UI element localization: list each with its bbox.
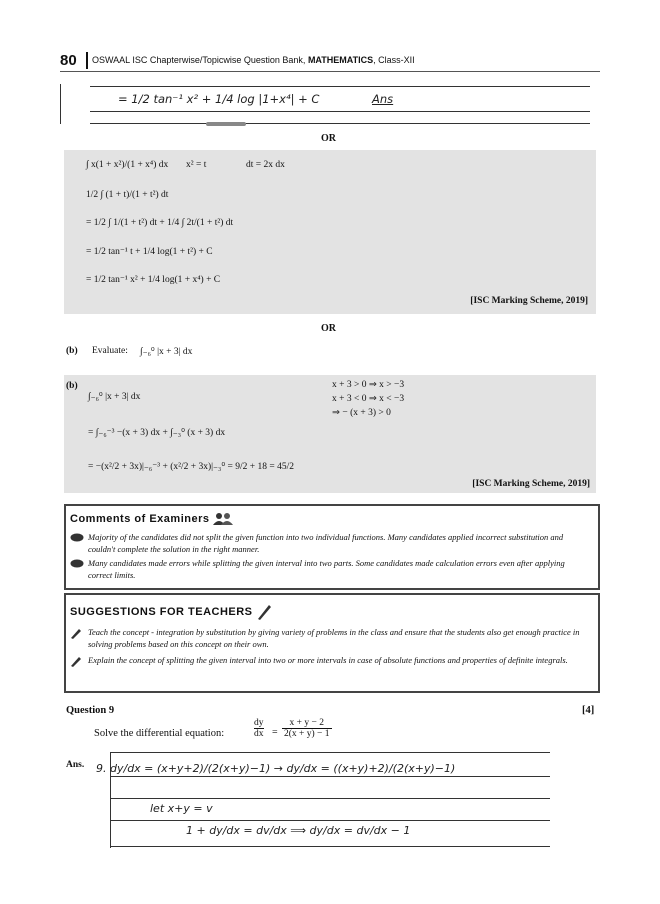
header-rule <box>60 71 600 72</box>
question-title: Question 9 <box>66 705 115 716</box>
handwritten-line: 1 + dy/dx = dv/dx ⟹ dy/dx = dv/dx − 1 <box>186 824 411 837</box>
publisher-text: OSWAAL ISC Chapterwise/Topicwise Question Bank, <box>92 55 306 65</box>
scheme2-reference: [ISC Marking Scheme, 2019] <box>472 479 590 489</box>
page-number: 80 <box>60 52 77 69</box>
scheme1-integral: ∫ x(1 + x²)/(1 + x⁴) dx <box>86 160 169 170</box>
scheme2-step: = ∫₋₆⁻³ −(x + 3) dx + ∫₋₃⁰ (x + 3) dx <box>88 428 226 438</box>
scheme2-condition: x + 3 < 0 ⇒ x < −3 <box>332 394 405 404</box>
equals-sign: = <box>272 727 278 738</box>
handwritten-ans-tag: Ans <box>372 92 394 106</box>
comments-header <box>70 512 234 526</box>
or-separator: OR <box>321 323 336 334</box>
speech-bubble-icon <box>70 533 84 543</box>
suggestion-text: Explain the concept of splitting the given interval into two or more intervals in case of absolute functions and properties of definite integrals. <box>88 655 568 665</box>
subject-text: MATHEMATICS <box>307 55 374 65</box>
equation-rhs <box>282 718 332 739</box>
pen-icon <box>70 627 82 639</box>
header-divider <box>86 52 88 69</box>
speech-bubble-icon <box>70 559 84 569</box>
question-prompt: Solve the differential equation: <box>94 728 225 739</box>
ruled-line <box>90 111 590 112</box>
scheme1-step: 1/2 ∫ (1 + t)/(1 + t²) dt <box>86 190 169 200</box>
marking-scheme-box <box>64 375 596 493</box>
comments-box <box>64 504 600 590</box>
pen-icon <box>70 655 82 667</box>
lhs-numerator: dy <box>254 718 264 728</box>
handwritten-line: let x+y = v <box>150 802 213 815</box>
scheme1-step: = 1/2 ∫ 1/(1 + t²) dt + 1/4 ∫ 2t/(1 + t²) dt <box>86 218 234 228</box>
comment-text: Many candidates made errors while splitting the given interval into two parts. Some candidates made calculation errors even after applying correct limits. <box>88 558 565 580</box>
class-text: , Class-XII <box>373 55 415 65</box>
handwritten-answer: = 1/2 tan⁻¹ x² + 1/4 log |1+x⁴| + C <box>118 92 320 106</box>
suggestions-title: SUGGESTIONS FOR TEACHERS <box>70 606 253 618</box>
question-b-integral: ∫₋₆⁰ |x + 3| dx <box>140 347 193 357</box>
question-marks: [4] <box>582 705 595 716</box>
scheme1-step: = 1/2 tan⁻¹ t + 1/4 log(1 + t²) + C <box>86 247 213 257</box>
comment-item <box>70 558 590 581</box>
rhs-numerator: x + y − 2 <box>289 718 324 728</box>
rhs-denominator: 2(x + y) − 1 <box>284 729 330 739</box>
pen-smudge <box>206 122 246 126</box>
answer-margin-line <box>60 84 61 124</box>
scheme2-step: = −(x²/2 + 3x)|₋₆⁻³ + (x²/2 + 3x)|₋₃⁰ = 9/2 + 18 = 45/2 <box>88 462 295 472</box>
scheme1-reference: [ISC Marking Scheme, 2019] <box>470 296 588 306</box>
suggestions-box <box>64 593 600 693</box>
ruled-line <box>110 776 550 777</box>
comment-item <box>70 532 590 555</box>
ruled-line <box>90 123 590 124</box>
people-icon <box>212 512 234 526</box>
scheme2-label: (b) <box>66 381 78 391</box>
lhs-denominator: dx <box>254 729 264 739</box>
scheme2-condition: ⇒ − (x + 3) > 0 <box>332 408 391 418</box>
scheme2-step: ∫₋₆⁰ |x + 3| dx <box>88 392 141 402</box>
answer-label: Ans. <box>66 760 85 770</box>
suggestion-item <box>70 655 590 667</box>
scheme1-step: = 1/2 tan⁻¹ x² + 1/4 log(1 + x⁴) + C <box>86 275 221 285</box>
scheme1-substitution: x² = t <box>186 160 207 170</box>
comments-title: Comments of Examiners <box>70 513 210 525</box>
question-b-label: (b) <box>66 346 78 356</box>
scheme2-condition: x + 3 > 0 ⇒ x > −3 <box>332 380 405 390</box>
scheme1-differential: dt = 2x dx <box>246 160 285 170</box>
comment-text: Majority of the candidates did not split the given function into two individual functions. Many candidates applied incorrect substitution and couldn't complete the solution in the right manner. <box>88 532 564 554</box>
suggestion-text: Teach the concept - integration by substitution by giving variety of problems in the class and ensure that the students also get enough practice in solving problems based on this concept on their own. <box>88 627 580 649</box>
ruled-line <box>110 798 550 799</box>
ruled-line <box>90 86 590 87</box>
suggestion-item <box>70 627 590 650</box>
ruled-line <box>110 820 550 821</box>
equation-lhs <box>254 718 264 739</box>
pencil-icon <box>256 603 272 621</box>
ruled-line <box>110 752 550 753</box>
running-header <box>92 55 415 65</box>
handwritten-line: 9. dy/dx = (x+y+2)/(2(x+y)−1) → dy/dx = ((x+y)+2)/(2(x+y)−1) <box>96 762 456 775</box>
ruled-line <box>110 846 550 847</box>
or-separator: OR <box>321 133 336 144</box>
question-b-text: Evaluate: <box>92 346 128 356</box>
suggestions-header <box>70 603 272 621</box>
marking-scheme-box <box>64 150 596 314</box>
